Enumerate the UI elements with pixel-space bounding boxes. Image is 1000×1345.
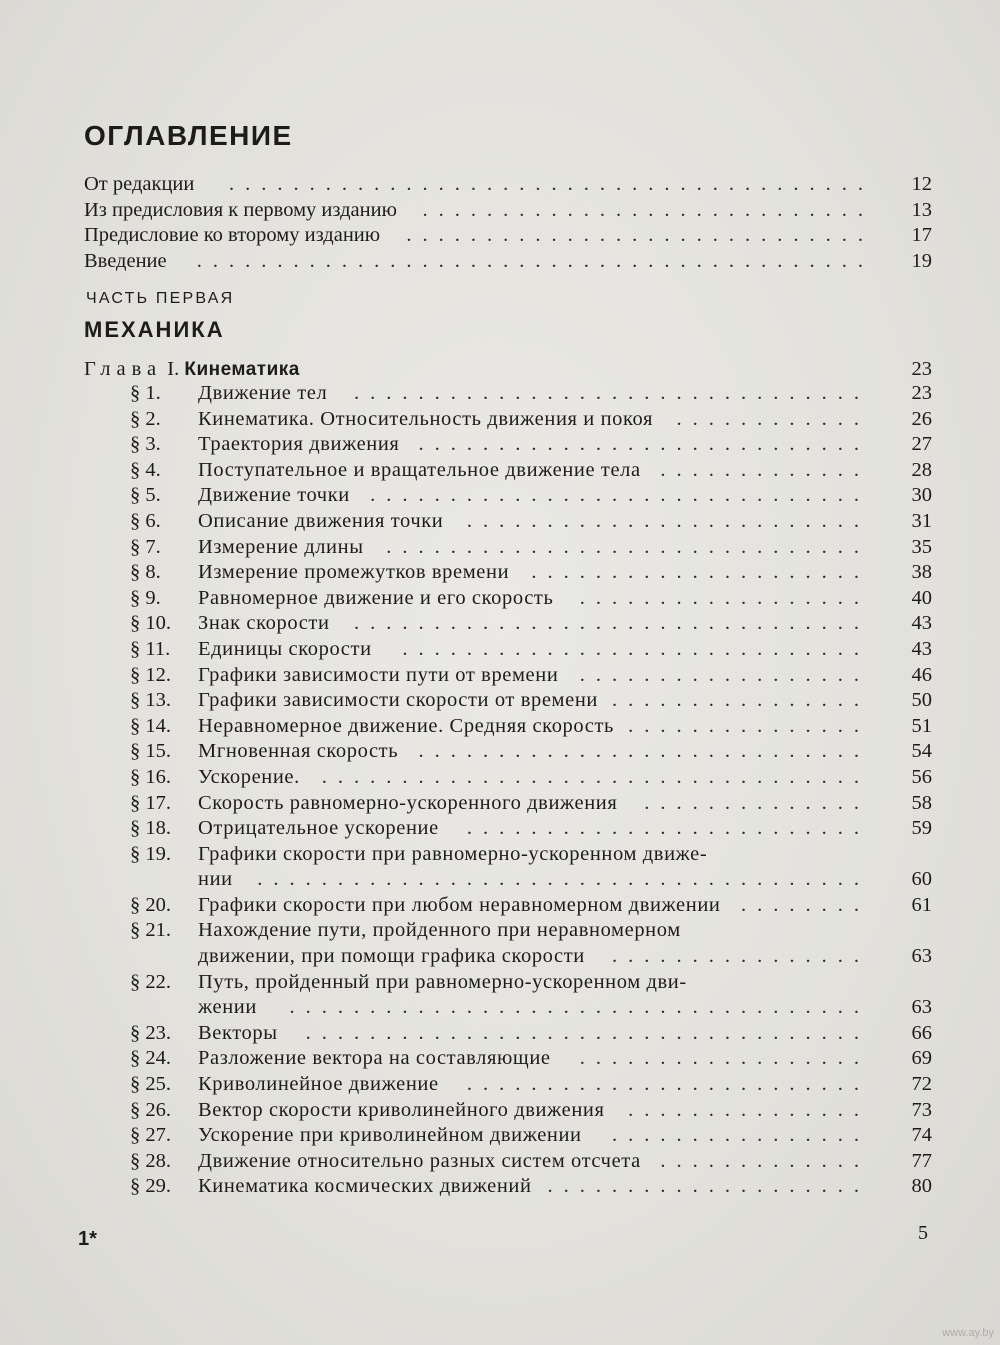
section-page: 56	[911, 765, 932, 788]
dot-leader: ................................	[354, 382, 870, 404]
section-number: § 29.	[130, 1175, 171, 1198]
section-number: § 16.	[130, 765, 171, 788]
section-page: 66	[911, 1021, 932, 1044]
toc-section	[130, 611, 932, 637]
chapter-heading	[84, 356, 932, 382]
section-number: § 6.	[130, 509, 161, 532]
section-number: § 3.	[130, 433, 161, 456]
toc-entry-label: Предисловие ко второму изданию	[84, 224, 381, 247]
toc-section	[130, 765, 932, 791]
watermark: www.ay.by	[942, 1327, 994, 1339]
dot-leader: .............	[660, 1149, 870, 1172]
section-title: Кинематика космических движений	[198, 1175, 532, 1198]
toc-section	[130, 637, 932, 663]
section-page: 40	[911, 586, 932, 609]
dot-leader: ...................................	[305, 1021, 870, 1044]
toc-section	[130, 1174, 932, 1200]
section-page: 60	[911, 868, 932, 891]
section-title: Движение относительно разных систем отсчета	[198, 1149, 641, 1172]
toc-section	[130, 1021, 932, 1047]
section-title: Неравномерное движение. Средняя скорость	[198, 714, 614, 737]
section-number: § 26.	[130, 1098, 171, 1121]
section-number: § 13.	[130, 689, 171, 712]
toc-section	[130, 1046, 932, 1072]
toc-section	[130, 560, 932, 586]
section-page: 28	[911, 458, 932, 481]
toc-section	[130, 714, 932, 740]
dot-leader: ..............	[644, 791, 870, 814]
section-title: Криволинейное движение	[198, 1073, 439, 1096]
dot-leader: .....................	[531, 561, 870, 584]
section-title: Кинематика. Относительность движения и покоя	[198, 407, 653, 430]
toc-section	[130, 432, 932, 458]
page-number: 5	[918, 1222, 928, 1244]
section-title: Графики скорости при любом неравномерном движении	[198, 893, 721, 916]
section-number: § 1.	[130, 382, 161, 404]
toc-section	[130, 535, 932, 561]
section-number: § 24.	[130, 1047, 171, 1070]
toc-entry	[84, 249, 932, 275]
section-page: 63	[911, 945, 932, 968]
toc-section	[130, 509, 932, 535]
section-title: Поступательное и вращательное движение тела	[198, 458, 641, 481]
section-number: § 22.	[130, 970, 171, 993]
toc-section	[130, 893, 932, 919]
dot-leader: ...............	[628, 714, 870, 737]
dot-leader: .........................	[466, 817, 870, 840]
section-title: Вектор скорости криволинейного движения	[198, 1098, 605, 1121]
toc-section	[130, 842, 932, 893]
toc-section	[130, 791, 932, 817]
section-number: § 21.	[130, 919, 171, 942]
dot-leader: ......................................	[257, 868, 870, 891]
section-page: 54	[911, 740, 932, 763]
toc-section	[130, 1123, 932, 1149]
section-page: 26	[911, 407, 932, 430]
toc-entry-label: Из предисловия к первому изданию	[84, 198, 397, 221]
dot-leader: ...............	[628, 1098, 870, 1121]
chapter-title: Кинематика	[184, 359, 300, 380]
section-title: Скорость равномерно-ускоренного движения	[198, 791, 618, 814]
section-number: § 4.	[130, 458, 161, 481]
section-page: 43	[911, 637, 932, 660]
toc-section	[130, 1149, 932, 1175]
section-page: 50	[911, 689, 932, 712]
dot-leader: .........................	[466, 1073, 870, 1096]
page-title: ОГЛАВЛЕНИЕ	[84, 120, 293, 151]
section-title: Мгновенная скорость	[198, 740, 399, 763]
dot-leader: ................................	[354, 612, 870, 635]
section-number: § 18.	[130, 817, 171, 840]
section-number: § 25.	[130, 1073, 171, 1096]
toc-entry-page: 17	[911, 224, 932, 247]
toc-entry	[84, 172, 932, 198]
section-page: 80	[911, 1175, 932, 1198]
toc-section	[130, 458, 932, 484]
section-title: Нахождение пути, пройденного при неравномерном	[198, 919, 681, 942]
section-number: § 12.	[130, 663, 171, 686]
section-title: Равномерное движение и его скорость	[198, 586, 554, 609]
chapter-number: I.	[167, 358, 180, 380]
dot-leader: ....................	[547, 1175, 870, 1198]
toc-section	[130, 688, 932, 714]
toc-section	[130, 483, 932, 509]
dot-leader: ................	[612, 945, 870, 968]
section-page: 73	[911, 1098, 932, 1121]
toc-entry-page: 19	[911, 249, 932, 272]
section-title: Единицы скорости	[198, 637, 372, 660]
section-title: Ускорение.	[198, 765, 300, 788]
section-number: § 19.	[130, 842, 171, 865]
dot-leader: ....................................	[289, 996, 870, 1019]
toc-section	[130, 1072, 932, 1098]
section-title: Графики зависимости пути от времени	[198, 663, 559, 686]
part-label: ЧАСТЬ ПЕРВАЯ	[86, 290, 235, 307]
toc-section	[130, 816, 932, 842]
section-title: Векторы	[198, 1021, 278, 1044]
section-title-continued: нии	[198, 868, 233, 891]
toc-entry	[84, 223, 932, 249]
section-title: Движение точки	[198, 484, 350, 507]
toc-entry-label: Введение	[84, 249, 167, 272]
section-page: 30	[911, 484, 932, 507]
section-title: Путь, пройденный при равномерно-ускоренном дви-	[198, 970, 687, 993]
section-number: § 23.	[130, 1021, 171, 1044]
section-page: 72	[911, 1073, 932, 1096]
section-title: Движение тел	[198, 382, 328, 404]
section-number: § 7.	[130, 535, 161, 558]
section-page: 35	[911, 535, 932, 558]
section-title: Отрицательное ускорение	[198, 817, 439, 840]
dot-leader: ............	[676, 407, 870, 430]
section-title: Ускорение при криволинейном движении	[198, 1124, 582, 1147]
toc-section	[130, 1098, 932, 1124]
section-page: 77	[911, 1149, 932, 1172]
section-number: § 11.	[130, 637, 171, 660]
section-page: 43	[911, 612, 932, 635]
section-number: § 2.	[130, 407, 161, 430]
toc-section	[130, 918, 932, 969]
section-title: Разложение вектора на составляющие	[198, 1047, 551, 1070]
section-title: Графики скорости при равномерно-ускоренном движе-	[198, 842, 708, 865]
section-title: Измерение длины	[198, 535, 364, 558]
dot-leader: ..................	[579, 663, 870, 686]
section-title: Траектория движения	[198, 433, 400, 456]
toc-entry-page: 12	[911, 173, 932, 195]
toc-section	[130, 586, 932, 612]
dot-leader: ..............................	[386, 535, 870, 558]
section-number: § 28.	[130, 1149, 171, 1172]
section-number: § 17.	[130, 791, 171, 814]
section-number: § 20.	[130, 893, 171, 916]
section-title: Измерение промежутков времени	[198, 561, 510, 584]
dot-leader: ..................	[579, 586, 870, 609]
section-page: 58	[911, 791, 932, 814]
section-title-continued: движении, при помощи графика скорости	[198, 945, 585, 968]
dot-leader: ...............................	[370, 484, 870, 507]
signature-mark: 1*	[78, 1228, 97, 1250]
dot-leader: .............................	[402, 637, 870, 660]
section-page: 23	[911, 382, 932, 404]
section-page: 69	[911, 1047, 932, 1070]
dot-leader: .............................	[406, 224, 874, 247]
dot-leader: ................	[612, 1124, 870, 1147]
section-page: 38	[911, 561, 932, 584]
front-matter-list	[84, 172, 932, 274]
dot-leader: ........	[741, 893, 870, 916]
section-page: 61	[911, 893, 932, 916]
section-number: § 27.	[130, 1124, 171, 1147]
dot-leader: ............................	[418, 433, 870, 456]
toc-section	[130, 970, 932, 1021]
section-number: § 10.	[130, 612, 171, 635]
dot-leader: ........................................	[229, 173, 874, 195]
dot-leader: ..................	[579, 1047, 870, 1070]
toc-entry-page: 13	[911, 198, 932, 221]
section-title: Описание движения точки	[198, 509, 444, 532]
dot-leader: ..........................................	[196, 249, 874, 272]
section-page: 27	[911, 433, 932, 456]
section-title: Графики зависимости скорости от времени	[198, 689, 598, 712]
section-title: Знак скорости	[198, 612, 330, 635]
section-number: § 15.	[130, 740, 171, 763]
toc-entry	[84, 198, 932, 224]
dot-leader: .............	[660, 458, 870, 481]
section-number: § 9.	[130, 586, 161, 609]
part-title: МЕХАНИКА	[84, 317, 225, 342]
section-page: 59	[911, 817, 932, 840]
section-page: 46	[911, 663, 932, 686]
chapter-page: 23	[911, 358, 932, 380]
toc-section	[130, 739, 932, 765]
section-page: 74	[911, 1124, 932, 1147]
dot-leader: ................	[612, 689, 870, 712]
section-page: 31	[911, 509, 932, 532]
section-page: 51	[911, 714, 932, 737]
section-page: 63	[911, 996, 932, 1019]
toc-section	[130, 381, 932, 407]
section-number: § 14.	[130, 714, 171, 737]
dot-leader: ..................................	[321, 765, 870, 788]
toc-section	[130, 663, 932, 689]
section-number: § 5.	[130, 484, 161, 507]
section-list	[130, 381, 932, 1200]
dot-leader: .........................	[466, 509, 870, 532]
toc-section	[130, 407, 932, 433]
dot-leader: ............................	[422, 198, 874, 221]
section-number: § 8.	[130, 561, 161, 584]
section-title-continued: жении	[198, 996, 257, 1019]
toc-entry-label: От редакции	[84, 173, 195, 195]
dot-leader: ............................	[418, 740, 870, 763]
chapter-prefix: Глава	[84, 358, 163, 380]
